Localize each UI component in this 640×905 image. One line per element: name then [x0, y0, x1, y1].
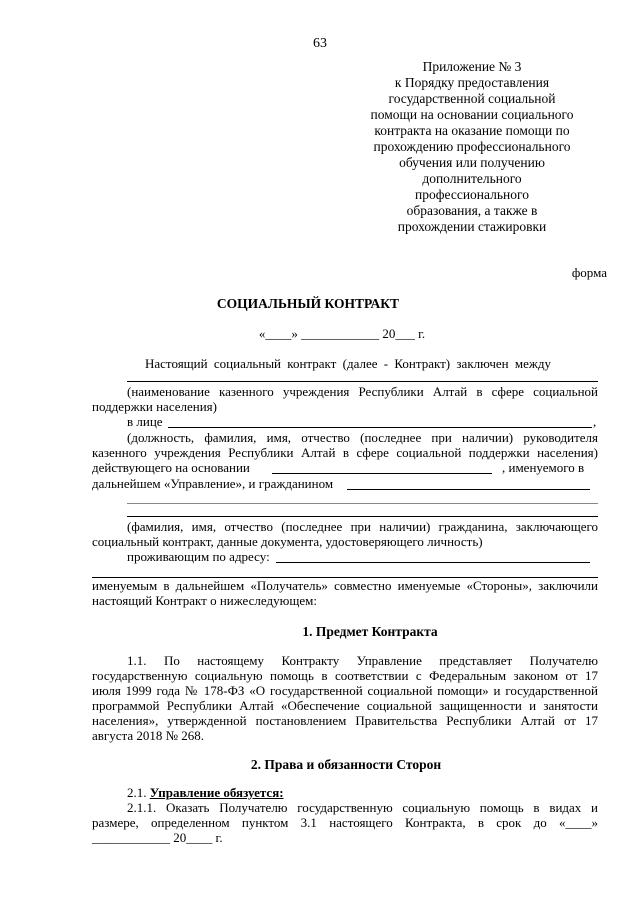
- in-person-comma: ,: [593, 414, 597, 429]
- section-1-title: 1. Предмет Контракта: [302, 624, 438, 639]
- clause-1-1-line: государственную социальную помощь в соответствии с Федеральным законом от 17: [92, 668, 598, 683]
- citizen-field-extra[interactable]: [127, 516, 598, 517]
- clause-1-1-line: июля 1999 года № 178-ФЗ «О государственной социальной помощи» и государственной: [92, 683, 598, 698]
- position-note-line: (должность, фамилия, имя, отчество (последнее при наличии) руководителя: [127, 430, 598, 445]
- clause-1-1-line: августа 2018 № 268.: [92, 728, 205, 743]
- residing-label: проживающим по адресу:: [127, 549, 270, 564]
- citizen-note-line: социальный контракт, данные документа, удостоверяющего личность): [92, 534, 483, 549]
- appendix-line: прохождении стажировки: [397, 219, 547, 234]
- clause-2-1-1-line: ____________ 20____ г.: [92, 830, 223, 845]
- further-mgmt-label: дальнейшем «Управление», и гражданином: [92, 476, 334, 491]
- acting-basis-label: действующего на основании: [92, 460, 250, 475]
- appendix-line: прохождению профессионального: [373, 139, 571, 154]
- form-label: форма: [571, 265, 607, 280]
- clause-1-1-line: населения», утвержденной постановлением Правительства Республики Алтай от 17: [92, 713, 598, 728]
- named-as-label: , именуемого в: [502, 460, 585, 475]
- clause-2-1-1-line: 2.1.1. Оказать Получателю государственную социальную помощь в видах и: [127, 800, 598, 815]
- appendix-line: профессионального: [415, 187, 529, 202]
- appendix-line: Приложение № 3: [422, 59, 522, 74]
- citizen-field-extra[interactable]: [127, 503, 598, 504]
- appendix-block: [340, 59, 604, 235]
- date-line: «____» ____________ 20___ г.: [258, 326, 426, 341]
- citizen-field[interactable]: [347, 489, 590, 490]
- appendix-line: обучения или получению: [399, 155, 545, 170]
- clause-2-1-label: Управление обязуется:: [149, 785, 284, 800]
- page-number: 63: [313, 36, 327, 51]
- org-note-line: (наименование казенного учреждения Республики Алтай в сфере социальной: [127, 384, 598, 399]
- acting-basis-field[interactable]: [272, 473, 492, 474]
- appendix-line: контракта на оказание помощи по: [374, 123, 570, 138]
- clause-1-1-line: 1.1. По настоящему Контракту Управление представляет Получателю: [127, 653, 598, 668]
- org-note-line: поддержки населения): [92, 399, 217, 414]
- citizen-note-line: (фамилия, имя, отчество (последнее при наличии) гражданина, заключающего: [127, 519, 598, 534]
- document-title: СОЦИАЛЬНЫЙ КОНТРАКТ: [216, 296, 400, 311]
- in-person-label: в лице: [127, 414, 163, 429]
- section-2-title: 2. Права и обязанности Сторон: [250, 757, 442, 772]
- recipient-line: именуемым в дальнейшем «Получатель» совместно именуемые «Стороны», заключили: [92, 578, 598, 593]
- recipient-line: настоящий Контракт о нижеследующем:: [92, 593, 317, 608]
- appendix-line: к Порядку предоставления: [394, 75, 550, 90]
- position-note-line: казенного учреждения Республики Алтай в сфере социальной поддержки населения): [92, 445, 598, 460]
- appendix-line: государственной социальной: [388, 91, 556, 106]
- in-person-field[interactable]: [168, 427, 592, 428]
- appendix-line: дополнительного: [422, 171, 522, 186]
- clause-2-1-1-line: размере, определенном пунктом 3.1 настоящего Контракта, в срок до «____»: [92, 815, 598, 830]
- clause-2-1: [127, 785, 284, 800]
- appendix-line: помощи на основании социального: [370, 107, 574, 122]
- intro-line: Настоящий социальный контракт (далее - Контракт) заключен между: [145, 356, 551, 371]
- appendix-line: образования, а также в: [406, 203, 538, 218]
- address-field[interactable]: [276, 562, 590, 563]
- clause-2-1-number: 2.1.: [127, 785, 147, 800]
- org-name-field[interactable]: [127, 381, 598, 382]
- clause-1-1-line: программой Республики Алтай «Обеспечение социальной защищенности и занятости: [92, 698, 598, 713]
